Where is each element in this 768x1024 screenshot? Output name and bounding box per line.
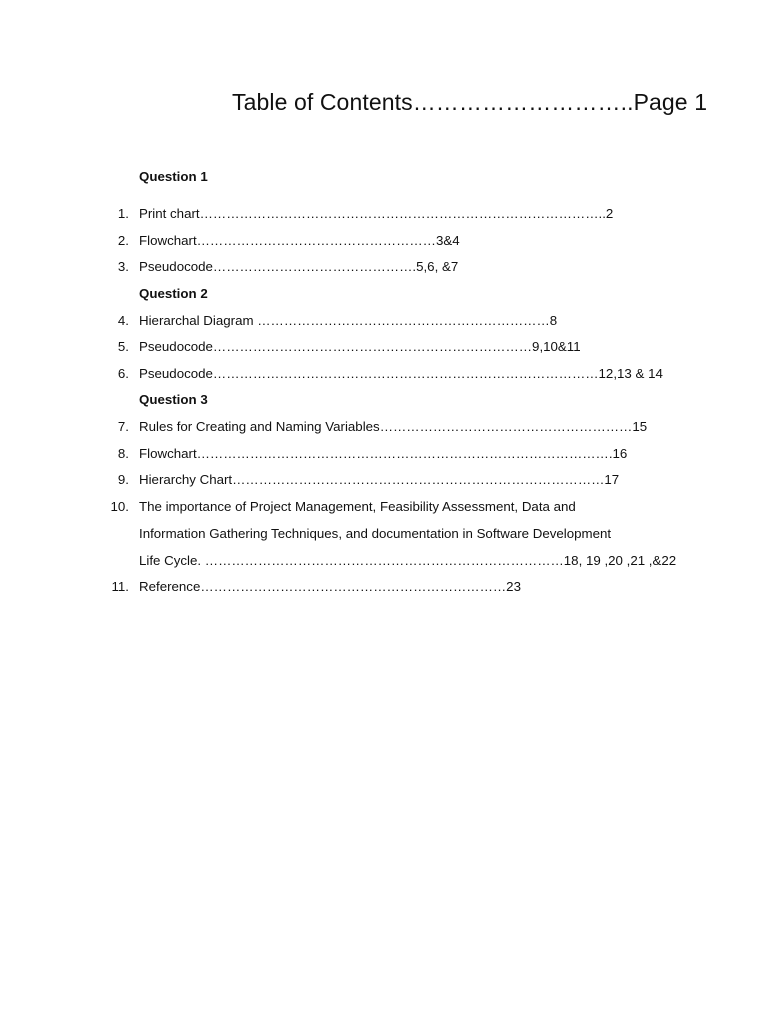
toc-item-text-continued: Life Cycle. ………………………………………………………………………18, 19 ,20 ,21 ,&22: [139, 553, 677, 568]
toc-item-number: 9.: [117, 472, 129, 487]
toc-item-number: 7.: [117, 419, 129, 434]
toc-item-text: Hierarchal Diagram …………………………………………………………8: [139, 313, 558, 328]
toc-item-number: 3.: [117, 259, 129, 274]
toc-item-number: 8.: [117, 446, 129, 461]
toc-item-text: Flowchart………………………………………………………………………………….16: [139, 446, 628, 461]
toc-item-text: Pseudocode………………………………………………………………9,10&11: [139, 339, 581, 354]
toc-item-text: Pseudocode……………………………………….5,6, &7: [139, 259, 459, 274]
toc-item-number: 10.: [110, 499, 129, 514]
toc-item-number: 6.: [117, 366, 129, 381]
toc-item-text: Rules for Creating and Naming Variables…………………………………………………15: [139, 419, 648, 434]
toc-item-text: Pseudocode……………………………………………………………………………12,13 & 14: [139, 366, 663, 381]
toc-item-number: 5.: [117, 339, 129, 354]
toc-item-text-continued: Information Gathering Techniques, and documentation in Software Development: [139, 526, 612, 541]
toc-item-number: 4.: [117, 313, 129, 328]
toc-item-text: Print chart………………………………………………………………………………..2: [139, 206, 614, 221]
toc-item-text: Flowchart………………………………………………3&4: [139, 233, 460, 248]
section-heading-question-1: Question 1: [139, 169, 208, 184]
toc-item-number: 1.: [117, 206, 129, 221]
toc-item-text: Reference……………………………………………………………23: [139, 579, 521, 594]
page-title: Table of Contents………………………..Page 1: [232, 89, 708, 115]
toc-item-number: 2.: [117, 233, 129, 248]
toc-item-text: Hierarchy Chart…………………………………………………………………………17: [139, 472, 620, 487]
toc-item-text: The importance of Project Management, Feasibility Assessment, Data and: [139, 499, 576, 514]
section-heading-question-3: Question 3: [139, 392, 208, 407]
toc-item-number: 11.: [111, 579, 129, 594]
section-heading-question-2: Question 2: [139, 286, 208, 301]
